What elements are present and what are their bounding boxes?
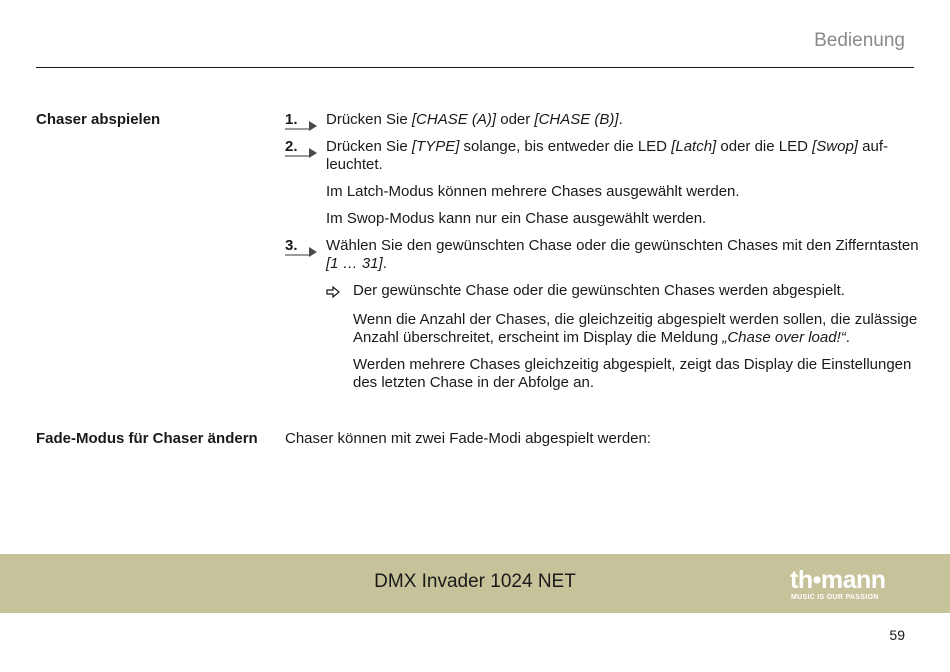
led-swop: [Swop] <box>812 138 858 155</box>
step-arrow-icon <box>285 244 319 258</box>
logo-tagline: MUSIC IS OUR PASSION <box>791 594 879 601</box>
step-arrow-icon <box>285 145 319 159</box>
multi-chase-info-line2: des letzten Chase in der Abfolge an. <box>353 374 594 391</box>
step-3-text-line2: [1 … 31]. <box>326 255 387 272</box>
result-arrow-icon <box>326 286 340 298</box>
thomann-logo <box>790 566 908 606</box>
swop-mode-note: Im Swop-Modus kann nur ein Chase ausgewählt werden. <box>326 210 707 227</box>
overload-info-line1: Wenn die Anzahl der Chases, die gleichzeitig abgespielt werden sollen, die zulässige <box>353 311 918 328</box>
overload-info-line2: Anzahl überschreitet, erscheint im Display die Meldung „Chase over load!“. <box>353 329 850 346</box>
key-chase-b: [CHASE (B)] <box>534 111 619 128</box>
overload-message: „Chase over load!“ <box>722 329 846 346</box>
step-arrow-icon <box>285 118 319 132</box>
key-type: [TYPE] <box>411 138 460 155</box>
section-header: Bedienung <box>814 30 905 51</box>
heading-chaser-abspielen: Chaser abspielen <box>36 111 161 128</box>
step-2-text: Drücken Sie [TYPE] solange, bis entweder die LED [Latch] oder die LED [Swop] auf- <box>326 138 888 155</box>
step-1-text: Drücken Sie [CHASE (A)] oder [CHASE (B)]. <box>326 111 623 128</box>
footer-band <box>0 554 950 613</box>
step-3-text: Wählen Sie den gewünschten Chase oder die gewünschten Chases mit den Zifferntasten <box>326 237 919 254</box>
key-chase-a: [CHASE (A)] <box>411 111 497 128</box>
step-3-result: Der gewünschte Chase oder die gewünschten Chases werden abgespielt. <box>353 282 845 299</box>
logo-wordmark: th•mann <box>790 566 886 594</box>
heading-fade-modus: Fade-Modus für Chaser ändern <box>36 430 258 447</box>
model-name: DMX Invader 1024 NET <box>374 571 576 592</box>
header-rule <box>36 67 914 68</box>
step-number-2: 2. <box>285 138 321 155</box>
step-2-text-line2: leuchtet. <box>326 156 383 173</box>
page-number: 59 <box>889 627 905 643</box>
step-number-1: 1. <box>285 111 321 128</box>
step-number-3: 3. <box>285 237 321 254</box>
latch-mode-note: Im Latch-Modus können mehrere Chases ausgewählt werden. <box>326 183 740 200</box>
fade-modus-text: Chaser können mit zwei Fade-Modi abgespielt werden: <box>285 430 652 447</box>
led-latch: [Latch] <box>671 138 717 155</box>
key-range: [1 … 31] <box>326 255 383 272</box>
multi-chase-info-line1: Werden mehrere Chases gleichzeitig abgespielt, zeigt das Display die Einstellungen <box>353 356 912 373</box>
